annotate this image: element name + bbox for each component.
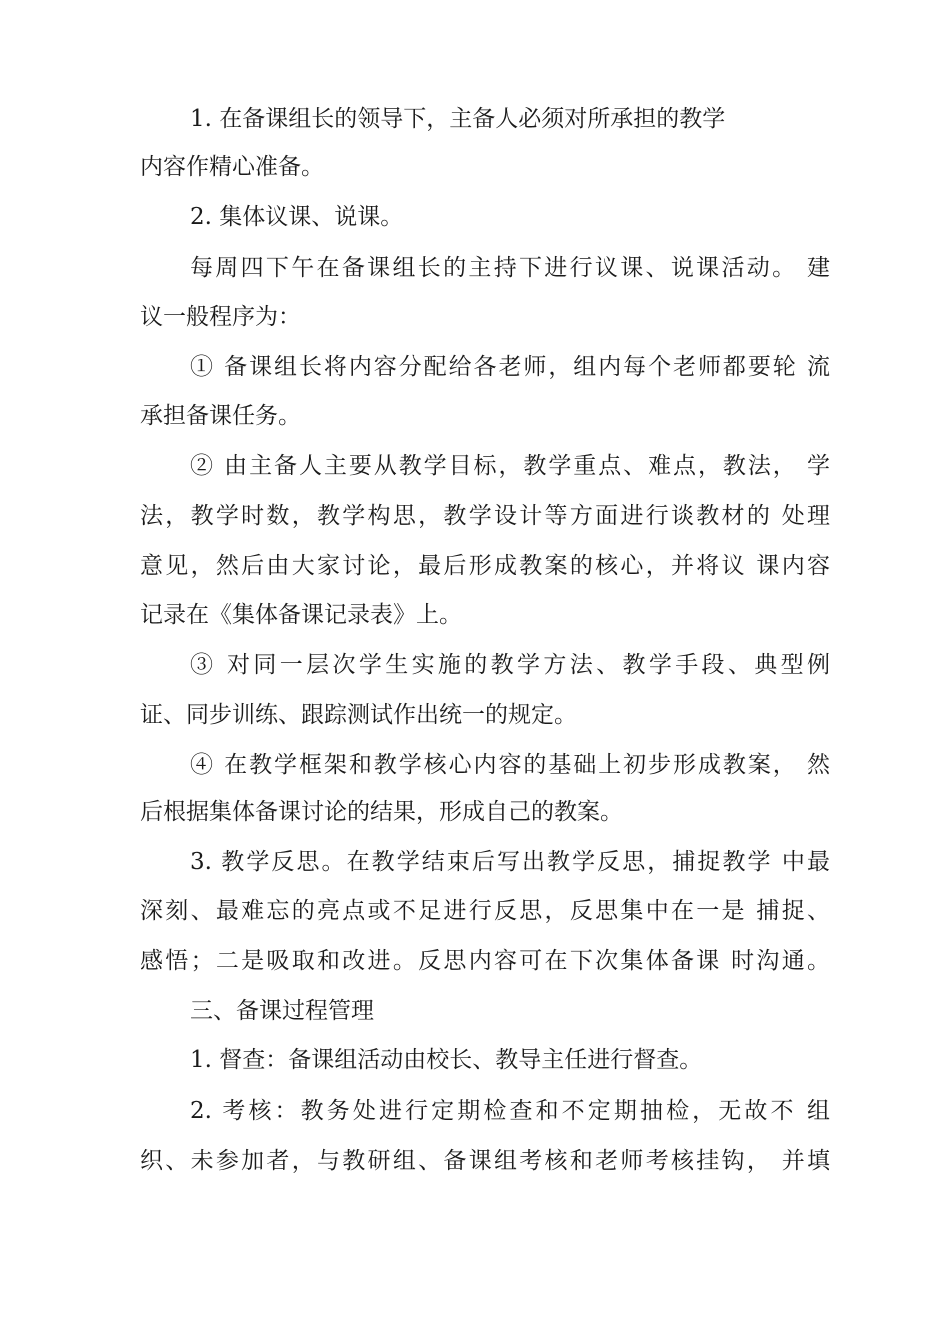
text-line: 后根据集体备课讨论的结果，形成自己的教案。 [140,799,623,825]
text-line: 2. 集体议课、说课。 [190,204,404,230]
text-line: ① 备课组长将内容分配给各老师，组内每个老师都要轮 流 [190,354,830,380]
text-line: 每周四下午在备课组长的主持下进行议课、说课活动。 建 [190,255,830,281]
text-line: 内容作精心准备。 [140,154,324,180]
text-line: 证、同步训练、跟踪测试作出统一的规定。 [140,702,577,728]
text-line: 议一般程序为： [140,304,301,330]
text-line: 1. 督查：备课组活动由校长、教导主任进行督查。 [190,1047,703,1073]
text-line: 3. 教学反思。在教学结束后写出教学反思，捕捉教学 中最 [190,849,830,875]
text-line: 1. 在备课组长的领导下，主备人必须对所承担的教学 [190,106,726,132]
section-heading: 三、备课过程管理 [190,998,374,1024]
text-line: 意见，然后由大家讨论，最后形成教案的核心，并将议 课内容 [140,553,830,579]
text-line: 法，教学时数，教学构思，教学设计等方面进行谈教材的 处理 [140,503,830,529]
text-line: 2. 考核：教务处进行定期检查和不定期抽检，无故不 组 [190,1098,830,1124]
text-line: ③ 对同一层次学生实施的教学方法、教学手段、典型例 [190,652,830,678]
text-line: 感悟；二是吸取和改进。反思内容可在下次集体备课 时沟通。 [140,948,830,974]
text-line: 织、未参加者，与教研组、备课组考核和老师考核挂钩， 并填 [140,1148,830,1174]
text-line: ④ 在教学框架和教学核心内容的基础上初步形成教案， 然 [190,752,830,778]
text-line: 记录在《集体备课记录表》上。 [140,602,462,628]
text-line: 承担备课任务。 [140,403,301,429]
text-line: 深刻、最难忘的亮点或不足进行反思，反思集中在一是 捕捉、 [140,898,830,924]
text-line: ② 由主备人主要从教学目标，教学重点、难点，教法， 学 [190,453,830,479]
